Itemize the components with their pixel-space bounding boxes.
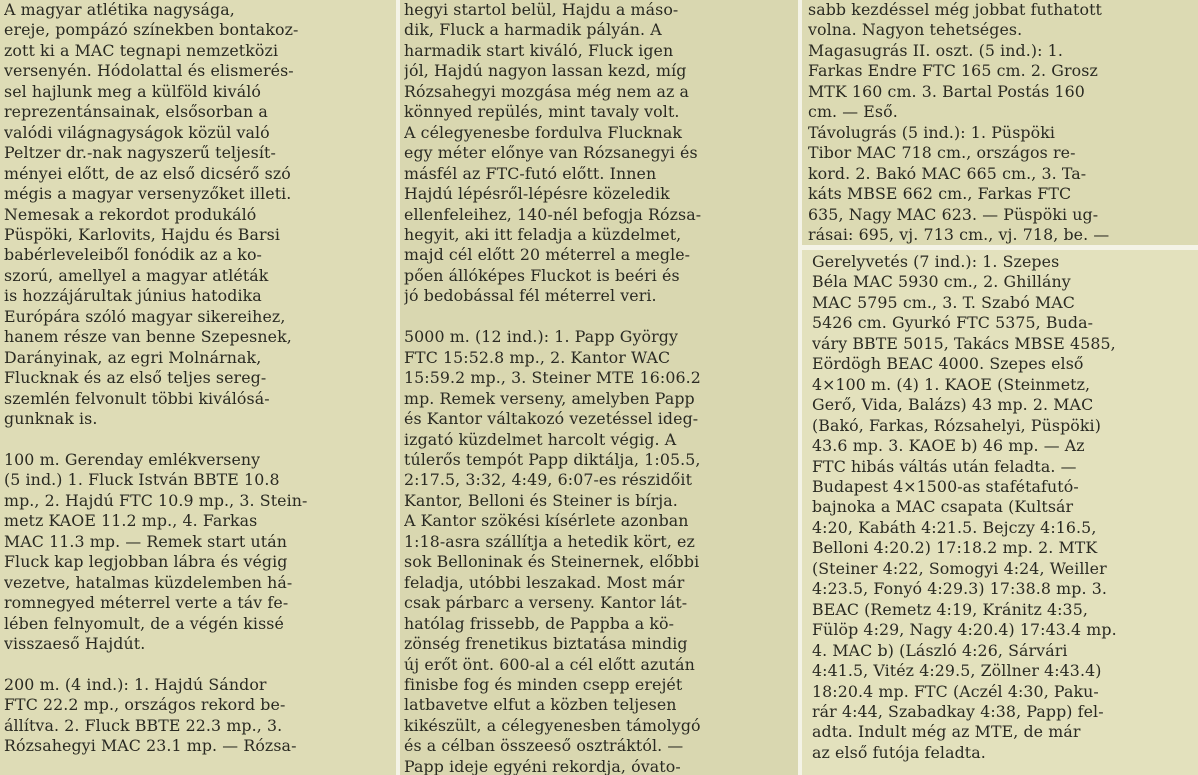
text-line: izgató küzdelmet harcolt végig. A [404, 429, 677, 449]
text-line: Rózsahegyi mozgása még nem az a [404, 81, 690, 101]
text-line: Hajdú lépésről-lépésre közeledik [404, 184, 670, 204]
article-column-3-top [802, 0, 1198, 245]
text-line: valódi világnagyságok közül való [4, 122, 270, 142]
text-line: Farkas Endre FTC 165 cm. 2. Grosz [808, 61, 1098, 81]
text-line: 100 m. Gerenday emlékverseny [4, 449, 261, 469]
text-line: MAC 11.3 mp. — Remek start után [4, 531, 288, 551]
text-line: szemlén felvonult többi kiválósá- [4, 388, 270, 408]
text-line: Budapest 4×1500-as stafétafutó- [812, 476, 1079, 496]
text-line: hegyi startol belül, Hajdu a máso- [404, 0, 679, 19]
text-line: túlerős tempót Papp diktálja, 1:05.5, [404, 449, 701, 469]
text-line: latbavetve elfut a közben teljesen [404, 695, 677, 715]
text-line: 4:23.5, Fonyó 4:29.3) 17:38.8 mp. 3. [812, 579, 1107, 599]
text-line: feladja, utóbbi leszakad. Most már [404, 572, 685, 592]
text-line: metz KAOE 11.2 mp., 4. Farkas [4, 511, 258, 531]
text-line: is hozzájárultak június hatodika [4, 286, 262, 306]
text-line: MAC 5795 cm., 3. T. Szabó MAC [812, 292, 1075, 312]
text-line: váry BBTE 5015, Takács MBSE 4585, [812, 333, 1116, 353]
article-column-3-bottom [802, 250, 1198, 775]
text-line: hatólag frissebb, de Pappba a kö- [404, 613, 675, 633]
text-line: szorú, amellyel a magyar atléták [4, 265, 269, 285]
text-line: FTC 22.2 mp., országos rekord be- [4, 695, 286, 715]
text-line: az első futója feladta. [812, 742, 986, 762]
text-line: Peltzer dr.-nak nagyszerű teljesít- [4, 143, 276, 163]
text-line: 5000 m. (12 ind.): 1. Papp György [404, 327, 679, 347]
text-line: Tibor MAC 718 cm., országos re- [808, 143, 1076, 163]
text-line: hanem része van benne Szepesnek, [4, 327, 292, 347]
text-line: csak párbarc a verseny. Kantor lát- [404, 593, 688, 613]
article-column-1 [0, 0, 396, 775]
text-line: 635, Nagy MAC 623. — Püspöki ug- [808, 204, 1099, 224]
text-line: A magyar atlétika nagysága, [4, 0, 235, 19]
text-line: A Kantor szökési kísérlete azonban [404, 511, 689, 531]
text-line: és Kantor váltakozó vezetéssel ideg- [404, 409, 699, 429]
text-line: Magasugrás II. oszt. (5 ind.): 1. [808, 40, 1063, 60]
text-line: babérleveleiből fonódik az a ko- [4, 245, 262, 265]
text-line: lében felnyomult, de a végén kissé [4, 613, 284, 633]
article-column-2 [400, 0, 798, 775]
text-line: harmadik start kiváló, Fluck igen [404, 40, 674, 60]
text-line: állítva. 2. Fluck BBTE 22.3 mp., 3. [4, 715, 283, 735]
text-line: romnegyed méterrel verte a táv fe- [4, 593, 289, 613]
text-line: 15:59.2 mp., 3. Steiner MTE 16:06.2 [404, 368, 701, 388]
text-line: Darányinak, az egri Molnárnak, [4, 347, 262, 367]
text-line: 1:18-asra szállítja a hetedik kört, ez [404, 531, 695, 551]
column-3-top-text [808, 0, 1194, 245]
text-line: Papp ideje egyéni rekordja, óvato- [404, 756, 681, 775]
text-line: mp., 2. Hajdú FTC 10.9 mp., 3. Stein- [4, 490, 308, 510]
text-line: kikészült, a célegyenesben támolygó [404, 715, 701, 735]
text-line: kord. 2. Bakó MAC 665 cm., 3. Ta- [808, 163, 1087, 183]
text-line: mégis a magyar versenyzőket illeti. [4, 184, 292, 204]
column-2-text [404, 0, 792, 775]
text-line: 2:17.5, 3:32, 4:49, 6:07-es részidőit [404, 470, 693, 490]
text-line: Kantor, Belloni és Steiner is bírja. [404, 490, 678, 510]
text-line: 4×100 m. (4) 1. KAOE (Steinmetz, [812, 374, 1091, 394]
text-line: 43.6 mp. 3. KAOE b) 46 mp. — Az [812, 436, 1085, 456]
text-line: volna. Nagyon tehetséges. [808, 20, 1023, 40]
text-line: egy méter előnye van Rózsanegyi és [404, 143, 698, 163]
text-line: 4:41.5, Vitéz 4:29.5, Zöllner 4:43.4) [812, 661, 1102, 681]
text-line: (Bakó, Farkas, Rózsahelyi, Püspöki) [812, 415, 1101, 435]
text-line: Fluck kap legjobban lábra és végig [4, 552, 288, 572]
text-line: 18:20.4 mp. FTC (Aczél 4:30, Paku- [812, 681, 1099, 701]
text-line: Béla MAC 5930 cm., 2. Ghillány [812, 272, 1071, 292]
text-line: Püspöki, Karlovits, Hajdu és Barsi [4, 224, 281, 244]
text-line: adta. Indult még az MTE, de már [812, 722, 1081, 742]
text-line: bajnoka a MAC csapata (Kultsár [812, 497, 1074, 517]
text-line: másfél az FTC-futó előtt. Innen [404, 163, 657, 183]
text-line: cm. — Eső. [808, 102, 898, 122]
text-line: 4. MAC b) (László 4:26, Sárvári [812, 640, 1068, 660]
text-line: zönség frenetikus biztatása mindig [404, 634, 688, 654]
column-1-text [4, 0, 390, 757]
text-line: és a célban összeeső osztráktól. — [404, 736, 684, 756]
text-line: ellenfeleihez, 140-nél befogja Rózsa- [404, 204, 702, 224]
text-line: hegyit, aki itt feladja a küzdelmet, [404, 224, 682, 244]
text-line: ereje, pompázó színekben bontakoz- [4, 20, 299, 40]
text-line: Flucknak és az első teljes sereg- [4, 368, 267, 388]
text-line: zott ki a MAC tegnapi nemzetközi [4, 40, 279, 60]
text-line [4, 430, 390, 450]
text-line: (5 ind.) 1. Fluck István BBTE 10.8 [4, 470, 280, 490]
text-line: gunknak is. [4, 409, 98, 429]
text-line: 5426 cm. Gyurkó FTC 5375, Buda- [812, 313, 1094, 333]
text-line: Fülöp 4:29, Nagy 4:20.4) 17:43.4 mp. [812, 620, 1117, 640]
text-line: Távolugrás (5 ind.): 1. Püspöki [808, 122, 1056, 142]
text-line: könnyed repülés, mint tavaly volt. [404, 102, 680, 122]
text-line: versenyén. Hódolattal és elismerés- [4, 61, 294, 81]
text-line: Gerő, Vida, Balázs) 43 mp. 2. MAC [812, 395, 1094, 415]
text-line: FTC 15:52.8 mp., 2. Kantor WAC [404, 347, 671, 367]
text-line: káts MBSE 662 cm., Farkas FTC [808, 184, 1072, 204]
text-line: sel hajlunk meg a külföld kiváló [4, 81, 261, 101]
text-line: vezetve, hatalmas küzdelemben há- [4, 572, 293, 592]
text-line: FTC hibás váltás után feladta. — [812, 456, 1077, 476]
text-line: MTK 160 cm. 3. Bartal Postás 160 [808, 81, 1085, 101]
text-line: 200 m. (4 ind.): 1. Hajdú Sándor [4, 674, 267, 694]
text-line: Eördögh BEAC 4000. Szepes első [812, 354, 1084, 374]
text-line: dik, Fluck a harmadik pályán. A [404, 20, 662, 40]
text-line: mp. Remek verseny, amelyben Papp [404, 388, 695, 408]
text-line: rár 4:44, Szabadkay 4:38, Papp) fel- [812, 701, 1104, 721]
text-line: (Steiner 4:22, Somogyi 4:24, Weiller [812, 558, 1107, 578]
text-line: visszaeső Hajdút. [4, 634, 146, 654]
text-line: Gerelyvetés (7 ind.): 1. Szepes [812, 252, 1060, 271]
text-line: új erőt önt. 600-al a cél előtt azután [404, 654, 695, 674]
text-line: Nemesak a rekordot produkáló [4, 204, 257, 224]
text-line: sok Belloninak és Steinernek, előbbi [404, 552, 700, 572]
text-line: reprezentánsainak, elsősorban a [4, 102, 268, 122]
column-3-bottom-text [812, 252, 1194, 763]
text-line: jó bedobással fél méterrel veri. [404, 286, 657, 306]
text-line: Rózsahegyi MAC 23.1 mp. — Rózsa- [4, 736, 297, 756]
text-line: majd cél előtt 20 méterrel a megle- [404, 245, 691, 265]
text-line: Belloni 4:20.2) 17:18.2 mp. 2. MTK [812, 538, 1098, 558]
text-line: BEAC (Remetz 4:19, Kránitz 4:35, [812, 599, 1088, 619]
text-line: finisbe fog és minden csepp erejét [404, 674, 683, 694]
text-line: rásai: 695, vj. 713 cm., vj. 718, be. — [808, 224, 1110, 244]
text-line [404, 307, 792, 327]
text-line: ményei előtt, de az első dicsérő szó [4, 163, 291, 183]
text-line: pően állóképes Fluckot is beéri és [404, 265, 680, 285]
text-line: jól, Hajdú nagyon lassan kezd, míg [404, 61, 687, 81]
text-line: sabb kezdéssel még jobbat futhatott [808, 0, 1103, 19]
text-line: 4:20, Kabáth 4:21.5. Bejczy 4:16.5, [812, 517, 1097, 537]
text-line: Európára szóló magyar sikereihez, [4, 306, 286, 326]
text-line: A célegyenesbe fordulva Flucknak [404, 122, 683, 142]
text-line [4, 655, 390, 675]
